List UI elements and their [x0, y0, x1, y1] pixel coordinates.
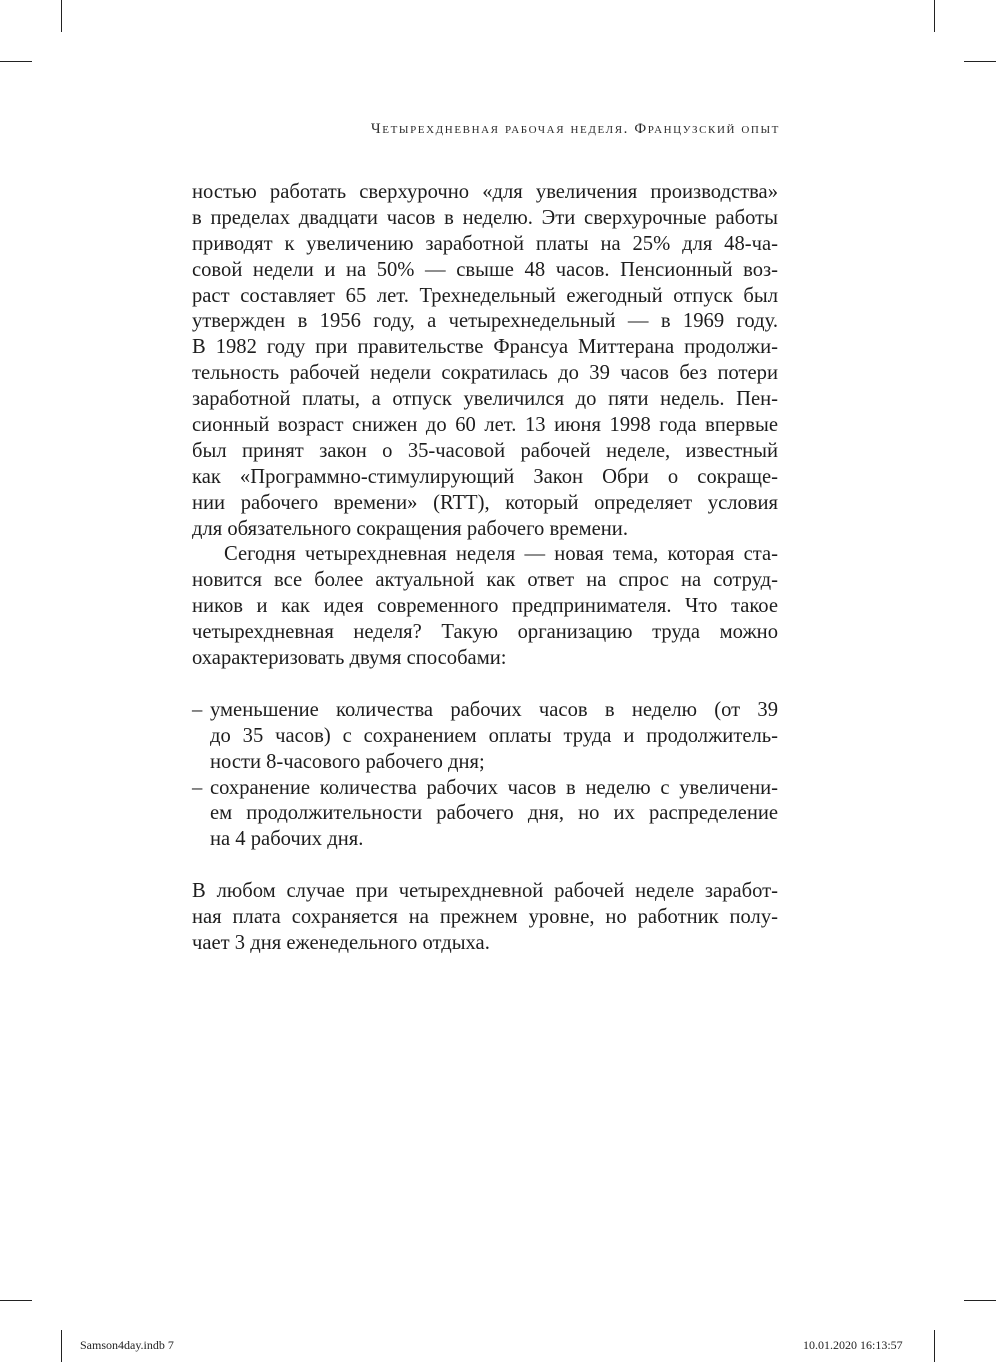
- text-line: четырехдневная неделя? Такую организацию труда можно: [192, 621, 778, 644]
- paragraph-3: [192, 879, 778, 957]
- text-line: тельность рабочей недели сократилась до 39 часов без потери: [192, 362, 778, 385]
- text-line: ностью работать сверхурочно «для увеличения производства»: [192, 181, 778, 203]
- running-head: Четырехдневная рабочая неделя. Французский опыт: [370, 121, 780, 137]
- bullet-list: [192, 698, 778, 853]
- text-line: раст составляет 65 лет. Трехнедельный ежегодный отпуск был: [192, 284, 778, 307]
- spacer: [192, 672, 778, 698]
- crop-mark-bottom-left: [61, 1330, 62, 1362]
- text-line: совой недели и на 50% — свыше 48 часов. Пенсионный воз-: [192, 258, 778, 281]
- dash-bullet-icon: –: [192, 698, 203, 721]
- paragraph-1: [192, 180, 778, 542]
- text-line: был принят закон о 35-часовой рабочей неделе, известный: [192, 439, 778, 462]
- slug-file: Samson4day.indb 7: [80, 1338, 174, 1352]
- text-line: охарактеризовать двумя способами:: [192, 647, 507, 670]
- crop-mark-top-left: [61, 0, 62, 32]
- text-line: сохранение количества рабочих часов в неделю с увеличени-: [210, 776, 778, 799]
- text-line: ем продолжительности рабочего дня, но их распределение: [210, 802, 778, 825]
- crop-mark-top-left-h: [0, 61, 32, 62]
- list-item: [192, 776, 778, 854]
- text-line: заработной платы, а отпуск увеличился до пяти недель. Пен-: [192, 388, 778, 411]
- text-line: утвержден в 1956 году, а четырехнедельный — в 1969 году.: [192, 310, 778, 333]
- spacer: [192, 853, 778, 879]
- text-line: уменьшение количества рабочих часов в неделю (от 39: [210, 698, 778, 721]
- text-line: нии рабочего времени» (RTT), который определяет условия: [192, 491, 778, 514]
- body-text: [192, 180, 778, 957]
- text-line: до 35 часов) с сохранением оплаты труда и продолжитель-: [210, 724, 778, 747]
- text-line: ников и как идея современного предпринимателя. Что такое: [192, 595, 778, 618]
- crop-mark-bottom-right: [934, 1330, 935, 1362]
- text-line: Сегодня четырехдневная неделя — новая тема, которая ста-: [224, 543, 778, 566]
- text-line: В 1982 году при правительстве Франсуа Миттерана продолжи-: [192, 336, 778, 359]
- dash-bullet-icon: –: [192, 776, 203, 799]
- crop-mark-bottom-left-h: [0, 1300, 32, 1301]
- paragraph-2: [192, 542, 778, 671]
- list-item: [192, 698, 778, 776]
- text-line: для обязательного сокращения рабочего времени.: [192, 517, 628, 540]
- crop-mark-top-right-h: [964, 61, 996, 62]
- slug-datetime: 10.01.2020 16:13:57: [803, 1338, 903, 1352]
- text-line: на 4 рабочих дня.: [210, 828, 364, 851]
- text-line: ности 8-часового рабочего дня;: [210, 750, 485, 773]
- text-line: В любом случае при четырехдневной рабочей неделе заработ-: [192, 880, 778, 903]
- crop-mark-top-right: [934, 0, 935, 32]
- text-line: в пределах двадцати часов в неделю. Эти сверхурочные работы: [192, 206, 778, 229]
- text-line: приводят к увеличению заработной платы на 25% для 48-ча-: [192, 232, 778, 255]
- text-line: как «Программно-стимулирующий Закон Обри о сокраще-: [192, 465, 778, 488]
- text-line: сионный возраст снижен до 60 лет. 13 июня 1998 года впервые: [192, 414, 778, 437]
- text-line: новится все более актуальной как ответ на спрос на сотруд-: [192, 569, 778, 592]
- text-line: ная плата сохраняется на прежнем уровне, но работник полу-: [192, 906, 778, 929]
- text-line: чает 3 дня еженедельного отдыха.: [192, 932, 490, 955]
- crop-mark-bottom-right-h: [964, 1300, 996, 1301]
